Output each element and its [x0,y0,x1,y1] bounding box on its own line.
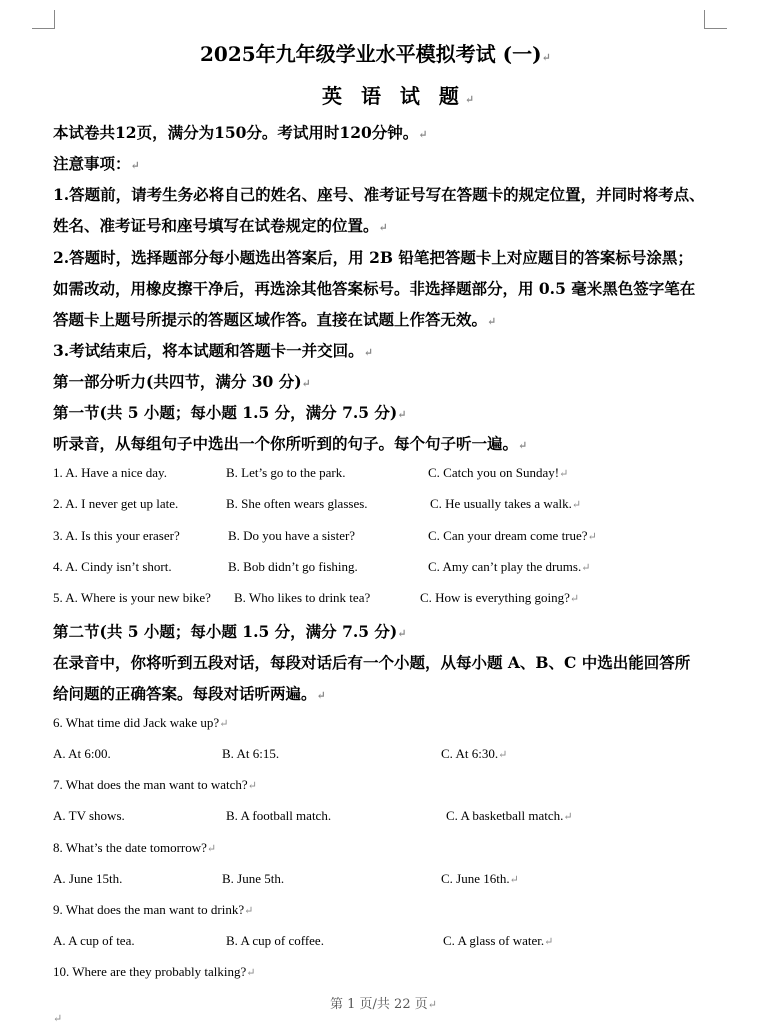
crop-mark-top-right [704,10,727,29]
option-b: B. A football match. [226,808,332,823]
option-a: 1. A. Have a nice day. [53,465,167,480]
section1-heading: 第一节(共 5 小题；每小题 1.5 分，满分 7.5 分)↵ [53,403,407,422]
question-text: 10. Where are they probably talking?↵ [53,964,256,979]
note-line: 2.答题时，选择题部分每小题选出答案后，用 2B 铅笔把答题卡上对应题目的答案标号涂黑； [53,248,693,267]
option-c: C. How is everything going?↵ [420,590,580,605]
option-a: A. At 6:00. [53,746,111,761]
section2-instruction: 在录音中，你将听到五段对话，每段对话后有一个小题，从每小题 A、B、C 中选出能回答所 [53,653,691,672]
question-text: 9. What does the man want to drink?↵ [53,902,254,917]
note-line: 如需改动，用橡皮擦干净后，再选涂其他答案标号。非选择题部分，用 0.5 毫米黑色签字笔在 [53,279,696,298]
page-footer: 第 1 页/共 22 页↵ [330,997,437,1012]
option-a: 3. A. Is this your eraser? [53,528,180,543]
option-a: A. TV shows. [53,808,125,823]
option-b: B. Do you have a sister? [228,528,356,543]
option-a: A. A cup of tea. [53,933,135,948]
option-b: B. Bob didn’t go fishing. [228,559,358,574]
option-b: B. June 5th. [222,871,285,886]
option-a: 4. A. Cindy isn’t short. [53,559,172,574]
question-text: 8. What’s the date tomorrow?↵ [53,840,217,855]
crop-mark-top-left [32,10,55,29]
option-b: B. A cup of coffee. [226,933,324,948]
option-b: B. She often wears glasses. [226,496,368,511]
question-text: 6. What time did Jack wake up?↵ [53,715,229,730]
section2-instruction: 给问题的正确答案。每段对话听两遍。↵ [53,684,326,703]
intro-text: 本试卷共12页，满分为150分。考试用时120分钟。↵ [53,123,428,142]
note-line: 3.考试结束后，将本试题和答题卡一并交回。↵ [53,341,373,360]
option-b: B. At 6:15. [222,746,280,761]
option-c: C. A basketball match.↵ [446,808,573,823]
option-c: C. At 6:30.↵ [441,746,508,761]
question-text: 7. What does the man want to watch?↵ [53,777,257,792]
option-c: C. A glass of water.↵ [443,933,554,948]
notice-heading: 注意事项：↵ [53,154,140,173]
option-c: C. Can your dream come true?↵ [428,528,597,543]
part1-heading: 第一部分听力(共四节，满分 30 分)↵ [53,372,311,391]
option-c: C. Catch you on Sunday!↵ [428,465,569,480]
option-a: 5. A. Where is your new bike? [53,590,211,605]
paragraph-mark: ↵ [53,1012,63,1025]
option-b: B. Let’s go to the park. [226,465,346,480]
option-a: 2. A. I never get up late. [53,496,179,511]
note-line: 1.答题前，请考生务必将自己的姓名、座号、准考证号写在答题卡的规定位置，并同时将考点、 [53,185,705,204]
option-c: C. He usually takes a walk.↵ [430,496,582,511]
exam-subtitle: 英 语 试 题↵ [322,84,481,108]
option-c: C. June 16th.↵ [441,871,519,886]
option-b: B. Who likes to drink tea? [234,590,371,605]
option-c: C. Amy can’t play the drums.↵ [428,559,591,574]
note-line: 答题卡上题号所提示的答题区域作答。直接在试题上作答无效。↵ [53,310,497,329]
section2-heading: 第二节(共 5 小题；每小题 1.5 分，满分 7.5 分)↵ [53,622,407,641]
section1-instruction: 听录音，从每组句子中选出一个你所听到的句子。每个句子听一遍。↵ [53,434,528,453]
exam-title: 2025年九年级学业水平模拟考试 (一)↵ [200,42,551,66]
option-a: A. June 15th. [53,871,123,886]
note-line: 姓名、准考证号和座号填写在试卷规定的位置。↵ [53,216,388,235]
